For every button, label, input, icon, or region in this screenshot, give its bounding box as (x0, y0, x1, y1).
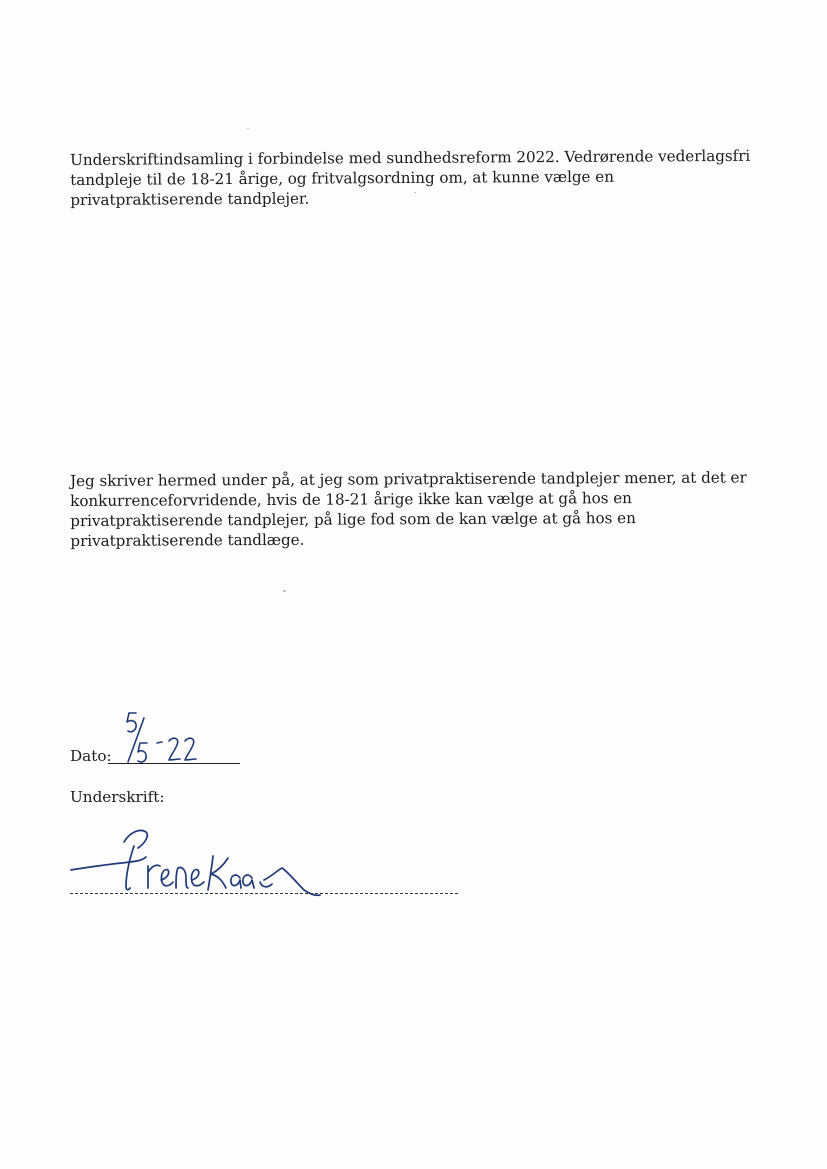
scan-speck (414, 192, 416, 193)
statement-paragraph: Jeg skriver hermed under på, at jeg som privatpraktiserende tandplejer mener, at det er konkurrenceforvridende, hvis de 18-21 årige ikke kan vælge at gå hos en privatpraktiserende tandplejer, på lige fod som de kan vælge at gå hos en privatpraktiserende tandlæge. (70, 468, 747, 550)
intro-paragraph: Underskriftindsamling i forbindelse med sundhedsreform 2022. Vedrørende vederlagsfri tandpleje til de 18-21 årige, og fritvalgsordning om, at kunne vælge en privatpraktiserende tandplejer. (70, 146, 751, 209)
scan-speck (283, 590, 286, 592)
date-line (108, 763, 240, 764)
scan-speck (247, 128, 249, 129)
handwritten-signature (68, 822, 328, 902)
signature-line (70, 893, 458, 894)
date-label: Dato: (70, 747, 112, 765)
signature-label: Underskrift: (70, 788, 165, 806)
handwritten-date (100, 705, 210, 770)
